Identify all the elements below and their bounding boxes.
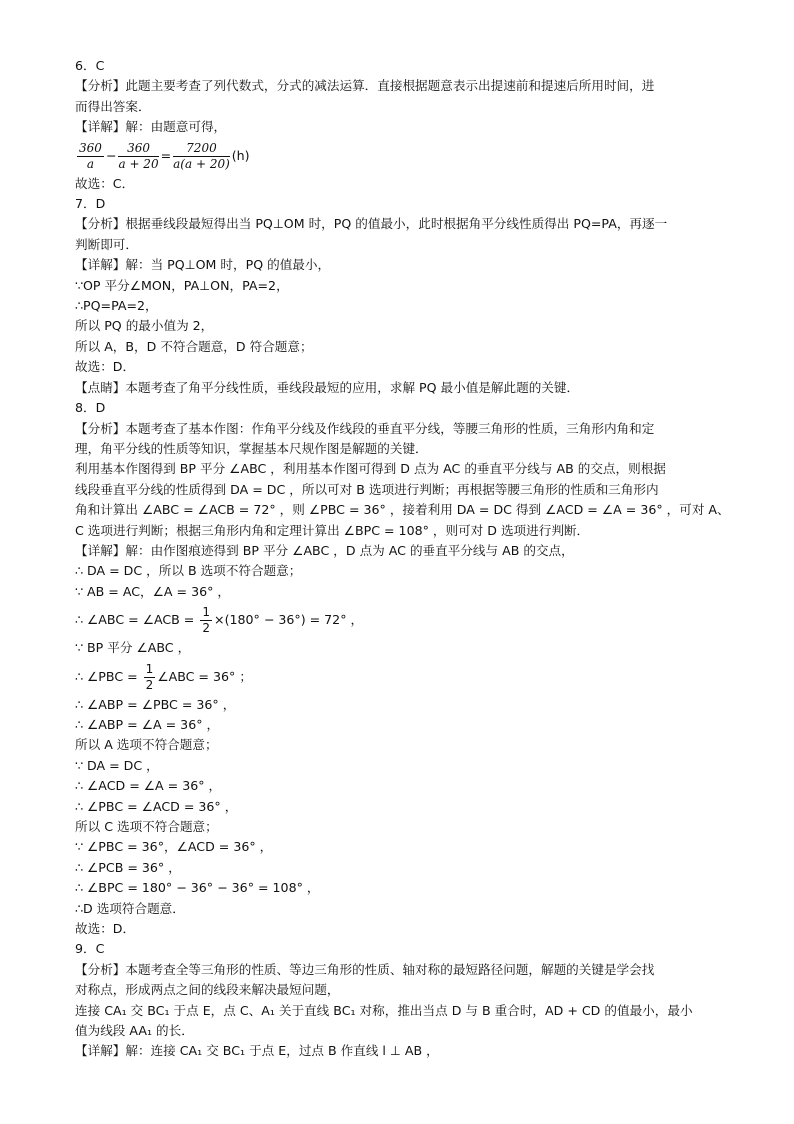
q8-line: ∵ BP 平分 ∠ABC ， (75, 640, 191, 656)
q9-line: 【分析】本题考查全等三角形的性质、等边三角形的性质、轴对称的最短路径问题，解题的关键是学会找 (75, 961, 655, 977)
q8-line: C 选项进行判断；根据三角形内角和定理计算出 ∠BPC = 108° ，则可对 D 选项进行判断． (75, 522, 590, 538)
q8-line: 故选：D． (75, 921, 136, 937)
fraction: $\frac{360}{a + 20}$ (118, 140, 159, 171)
q8-line: ∵ ∠PBC = 36°，∠ACD = 36° ， (75, 839, 273, 855)
q7-line: 【分析】根据垂线段最短得出当 PQ⊥OM 时，PQ 的值最小，此时根据角平分线性质得出 PQ=PA，再逐一 (75, 216, 668, 232)
q8-line: ∴ ∠BPC = 180° − 36° − 36° = 108° ， (75, 880, 320, 896)
q7-line: ∴PQ=PA=2， (75, 298, 158, 314)
q7-line: ∵OP 平分∠MON，PA⊥ON，PA=2， (75, 277, 289, 293)
q8-line: ∴ ∠PBC = ∠ACD = 36° ， (75, 798, 238, 814)
q6-detail: 【详解】解：由题意可得， (75, 119, 227, 135)
q6-formula: $\frac{360}{a}$ − $\frac{360}{a + 20}$ = $\frac{7200}{a(a + 20)}$ (h) (79, 140, 250, 171)
q7-line: 故选：D． (75, 359, 136, 375)
q9-head: 9．C (75, 941, 105, 957)
q6-answer: 故选：C． (75, 175, 135, 191)
q8-line: ∴ ∠ACD = ∠A = 36° ， (75, 778, 222, 794)
q8-head: 8．D (75, 400, 106, 416)
q8-line: 【分析】本题考查了基本作图：作角平分线及作线段的垂直平分线，等腰三角形的性质，三角形内角和定 (75, 420, 655, 436)
q8-line: ∴ ∠ABP = ∠A = 36° ， (75, 716, 220, 732)
fraction: $\frac{7200}{a(a + 20)}$ (173, 140, 230, 171)
q7-line: 所以 PQ 的最小值为 2， (75, 318, 214, 334)
q7-line: 【详解】解：当 PQ⊥OM 时，PQ 的值最小， (75, 257, 331, 273)
q8-line: ∴ ∠ABP = ∠PBC = 36° ， (75, 696, 236, 712)
q9-line: 【详解】解：连接 CA₁ 交 BC₁ 于点 E，过点 B 作直线 l ⊥ AB ， (75, 1043, 439, 1059)
q8-formula-pbc: ∴ ∠PBC = $\frac{1}{2}$ ∠ABC = 36° ； (75, 661, 252, 692)
q8-line: ∵ AB = AC，∠A = 36° ， (75, 583, 230, 599)
q7-line: 所以 A，B，D 不符合题意，D 符合题意； (75, 338, 313, 354)
q6-head: 6．C (75, 58, 105, 73)
fraction: $\frac{360}{a}$ (79, 140, 102, 171)
q7-line: 【点睛】本题考查了角平分线性质，垂线段最短的应用，求解 PQ 最小值是解此题的关键． (75, 379, 580, 395)
q8-line: 【详解】解：由作图痕迹得到 BP 平分 ∠ABC ，D 点为 AC 的垂直平分线与 AB 的交点， (75, 542, 574, 558)
q8-line: ∴ DA = DC ，所以 B 选项不符合题意； (75, 563, 302, 579)
q6-analysis-cont: 而得出答案． (75, 98, 151, 114)
q8-line: 所以 C 选项不符合题意； (75, 819, 218, 834)
q8-line: ∴ ∠PCB = 36° ， (75, 859, 181, 875)
fraction: $\frac{1}{2}$ (202, 605, 211, 636)
q8-line: 线段垂直平分线的性质得到 DA = DC ，所以可对 B 选项进行判断；再根据等腰三角形的性质和三角形内 (75, 481, 659, 497)
q8-line: ∴D 选项符合题意． (75, 900, 185, 916)
q9-line: 对称点，形成两点之间的线段来解决最短问题， (75, 982, 340, 998)
q7-line: 判断即可． (75, 236, 138, 252)
q9-line: 连接 CA₁ 交 BC₁ 于点 E，点 C、A₁ 关于直线 BC₁ 对称，推出当点 D 与 B 重合时，AD + CD 的值最小，最小 (75, 1002, 693, 1018)
q9-line: 值为线段 AA₁ 的长． (75, 1023, 194, 1039)
q8-formula-abc: ∴ ∠ABC = ∠ACB = $\frac{1}{2}$ ×(180° − 36°) = 72° ， (75, 605, 364, 636)
q8-line: 理，角平分线的性质等知识，掌握基本尺规作图是解题的关键． (75, 440, 428, 456)
q8-line: 所以 A 选项不符合题意； (75, 737, 218, 753)
fraction: $\frac{1}{2}$ (145, 661, 154, 692)
q7-head: 7．D (75, 196, 106, 212)
q8-line: ∵ DA = DC ， (75, 757, 159, 773)
document-page (75, 56, 730, 1062)
q8-line: 角和计算出 ∠ABC = ∠ACB = 72° ，则 ∠PBC = 36° ，接着利用 DA = DC 得到 ∠ACD = ∠A = 36° ，可对 A、 (75, 502, 730, 518)
q8-line: 利用基本作图得到 BP 平分 ∠ABC ，利用基本作图可得到 D 点为 AC 的垂直平分线与 AB 的交点，则根据 (75, 461, 666, 477)
q6-analysis: 【分析】此题主要考查了列代数式，分式的减法运算．直接根据题意表示出提速前和提速后所用时间，进 (75, 78, 655, 94)
